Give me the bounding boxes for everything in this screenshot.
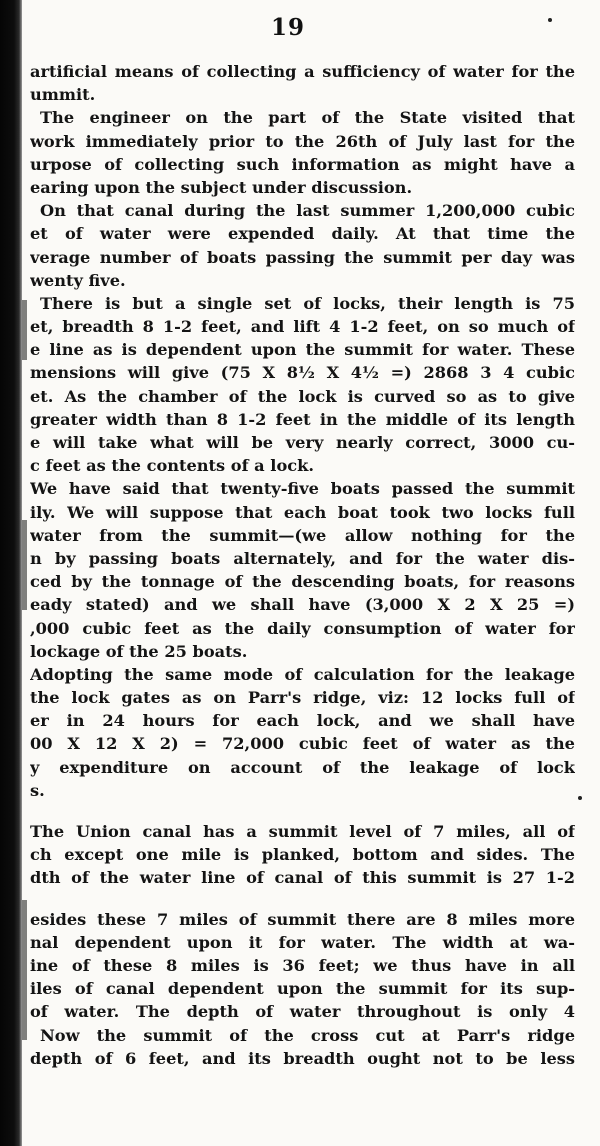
binding-fleck xyxy=(22,520,27,610)
text-line: work immediately prior to the 26th of July last for the xyxy=(30,131,575,151)
binding-fleck xyxy=(22,300,27,360)
text-line: ummit. xyxy=(30,85,96,105)
text-line: We have said that twenty-five boats passed the summit xyxy=(30,479,575,499)
text-line: nal dependent upon it for water. The width at wa- xyxy=(30,932,575,952)
text-line: ,000 cubic feet as the daily consumption of water for xyxy=(30,618,575,638)
text-line: greater width than 8 1-2 feet in the middle of its length xyxy=(30,409,575,429)
text-line: Adopting the same mode of calculation for the leakage xyxy=(30,664,575,684)
text-line: depth of 6 feet, and its breadth ought not to be less xyxy=(30,1048,575,1068)
binding-fleck xyxy=(22,900,27,1040)
text-line: iles of canal dependent upon the summit for its sup- xyxy=(30,979,575,999)
text-line: eady stated) and we shall have (3,000 X 2 X 25 =) xyxy=(30,595,575,615)
text-line: water from the summit—(we allow nothing for the xyxy=(30,525,575,545)
text-line: et, breadth 8 1-2 feet, and lift 4 1-2 feet, on so much of xyxy=(30,317,575,337)
text-line: ch except one mile is planked, bottom and sides. The xyxy=(30,845,575,865)
body-text xyxy=(30,60,575,1070)
text-line: wenty five. xyxy=(30,270,126,290)
text-line: et of water were expended daily. At that time the xyxy=(30,224,575,244)
text-line: y expenditure on account of the leakage of lock xyxy=(30,757,575,777)
binding-shadow xyxy=(0,0,22,1146)
text-line: There is but a single set of locks, their length is 75 xyxy=(40,293,575,313)
text-line: s. xyxy=(30,780,45,800)
text-line: urpose of collecting such information as might have a xyxy=(30,154,575,174)
text-line: ine of these 8 miles is 36 feet; we thus have in all xyxy=(30,955,575,975)
text-line: mensions will give (75 X 8½ X 4½ =) 2868 3 4 cubic xyxy=(30,363,575,383)
text-line: Now the summit of the cross cut at Parr's ridge xyxy=(40,1025,575,1045)
text-line: On that canal during the last summer 1,200,000 cubic xyxy=(40,201,575,221)
print-speck xyxy=(578,796,582,800)
text-line: e line as is dependent upon the summit for water. These xyxy=(30,340,575,360)
text-line: verage number of boats passing the summit per day was xyxy=(30,247,575,267)
text-line: ced by the tonnage of the descending boats, for reasons xyxy=(30,572,575,592)
text-line: the lock gates as on Parr's ridge, viz: 12 locks full of xyxy=(30,688,575,708)
page-number: 19 xyxy=(270,14,305,41)
text-line: ily. We will suppose that each boat took two locks full xyxy=(30,502,575,522)
text-line: The engineer on the part of the State visited that xyxy=(40,108,575,128)
paragraph-gap xyxy=(30,802,575,820)
text-line: n by passing boats alternately, and for the water dis- xyxy=(30,548,575,568)
text-line: 00 X 12 X 2) = 72,000 cubic feet of water as the xyxy=(30,734,575,754)
text-line: of water. The depth of water throughout is only 4 xyxy=(30,1002,575,1022)
text-line: dth of the water line of canal of this summit is 27 1-2 xyxy=(30,868,575,888)
text-line: artificial means of collecting a sufficiency of water for the xyxy=(30,62,575,81)
text-line: er in 24 hours for each lock, and we shall have xyxy=(30,711,575,731)
text-line: e will take what will be very nearly correct, 3000 cu- xyxy=(30,433,575,452)
text-line: earing upon the subject under discussion. xyxy=(30,177,413,197)
text-line: lockage of the 25 boats. xyxy=(30,641,248,661)
text-line: esides these 7 miles of summit there are 8 miles more xyxy=(30,909,575,929)
text-line: c feet as the contents of a lock. xyxy=(30,456,314,476)
paragraph-gap xyxy=(30,890,575,908)
text-line: et. As the chamber of the lock is curved so as to give xyxy=(30,386,575,406)
text-line: The Union canal has a summit level of 7 miles, all of xyxy=(30,822,575,841)
